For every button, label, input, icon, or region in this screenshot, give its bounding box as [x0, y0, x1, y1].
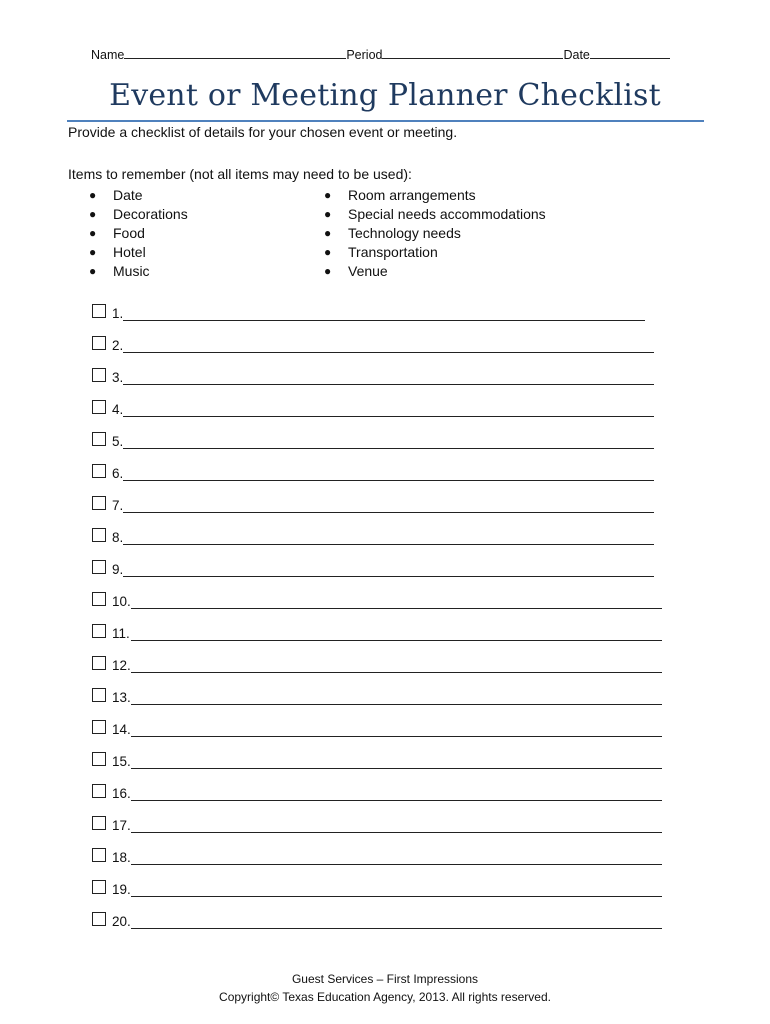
title-divider: [67, 120, 704, 122]
list-item: ● Decorations: [89, 206, 188, 222]
bullet-icon: ●: [89, 188, 97, 202]
list-item: ● Date: [89, 187, 143, 203]
bullet-icon: ●: [89, 245, 97, 259]
footer-program: Guest Services – First Impressions: [291, 972, 479, 986]
item-number: 2.: [112, 338, 124, 353]
student-info-header: [91, 46, 691, 62]
entry-line[interactable]: [123, 320, 645, 321]
bullet-icon: ●: [324, 264, 332, 278]
entry-line[interactable]: [131, 704, 662, 705]
item-number: 13.: [112, 690, 131, 705]
checkbox[interactable]: [92, 464, 106, 478]
item-number: 3.: [112, 370, 124, 385]
bullet-icon: ●: [89, 226, 97, 240]
checkbox[interactable]: [92, 560, 106, 574]
date-label: Date: [563, 48, 590, 62]
item-number: 1.: [112, 306, 124, 321]
checkbox[interactable]: [92, 432, 106, 446]
bullet-list-left: [89, 186, 188, 281]
bullet-icon: ●: [324, 207, 332, 221]
checkbox[interactable]: [92, 656, 106, 670]
entry-line[interactable]: [123, 544, 654, 545]
checkbox[interactable]: [92, 304, 106, 318]
checkbox[interactable]: [92, 912, 106, 926]
list-item: ● Food: [89, 225, 145, 241]
intro-text: Provide a checklist of details for your chosen event or meeting.: [68, 124, 458, 140]
entry-line[interactable]: [131, 672, 662, 673]
list-item: ● Music: [89, 263, 150, 279]
entry-line[interactable]: [131, 800, 662, 801]
checkbox[interactable]: [92, 816, 106, 830]
list-item: ● Hotel: [89, 244, 146, 260]
entry-line[interactable]: [123, 416, 654, 417]
list-item: ● Technology needs: [324, 225, 461, 241]
bullet-icon: ●: [324, 188, 332, 202]
bullet-icon: ●: [324, 245, 332, 259]
item-number: 12.: [112, 658, 131, 673]
entry-line[interactable]: [131, 736, 662, 737]
footer-copyright: Copyright© Texas Education Agency, 2013. All rights reserved.: [219, 990, 551, 1004]
item-number: 18.: [112, 850, 131, 865]
item-number: 16.: [112, 786, 131, 801]
entry-line[interactable]: [131, 928, 662, 929]
checkbox[interactable]: [92, 400, 106, 414]
item-number: 10.: [112, 594, 131, 609]
item-number: 6.: [112, 466, 124, 481]
bullet-icon: ●: [324, 226, 332, 240]
entry-line[interactable]: [123, 384, 654, 385]
period-label: Period: [346, 48, 383, 62]
item-number: 11.: [112, 626, 130, 641]
checkbox[interactable]: [92, 528, 106, 542]
checkbox[interactable]: [92, 880, 106, 894]
item-number: 15.: [112, 754, 131, 769]
bullet-icon: ●: [89, 264, 97, 278]
entry-line[interactable]: [131, 608, 662, 609]
items-heading: Items to remember (not all items may need to be used):: [68, 166, 412, 182]
checkbox[interactable]: [92, 688, 106, 702]
checkbox[interactable]: [92, 848, 106, 862]
checkbox[interactable]: [92, 496, 106, 510]
item-number: 7.: [112, 498, 124, 513]
item-number: 8.: [112, 530, 124, 545]
entry-line[interactable]: [123, 448, 654, 449]
item-number: 9.: [112, 562, 124, 577]
checkbox[interactable]: [92, 592, 106, 606]
bullet-list-right: [324, 186, 546, 281]
item-number: 20.: [112, 914, 131, 929]
list-item: ● Room arrangements: [324, 187, 476, 203]
entry-line[interactable]: [123, 576, 654, 577]
name-label: Name: [91, 48, 125, 62]
entry-line[interactable]: [123, 352, 654, 353]
entry-line[interactable]: [131, 640, 662, 641]
entry-line[interactable]: [131, 832, 662, 833]
name-blank[interactable]: [124, 46, 346, 59]
item-number: 14.: [112, 722, 131, 737]
item-number: 19.: [112, 882, 131, 897]
checkbox[interactable]: [92, 336, 106, 350]
date-blank[interactable]: [590, 46, 670, 59]
checkbox[interactable]: [92, 624, 106, 638]
entry-line[interactable]: [131, 864, 662, 865]
list-item: ● Transportation: [324, 244, 438, 260]
page-title: Event or Meeting Planner Checklist: [109, 78, 661, 113]
entry-line[interactable]: [131, 768, 662, 769]
checkbox[interactable]: [92, 368, 106, 382]
entry-line[interactable]: [123, 512, 654, 513]
item-number: 4.: [112, 402, 124, 417]
bullet-icon: ●: [89, 207, 97, 221]
list-item: ● Venue: [324, 263, 388, 279]
item-number: 5.: [112, 434, 124, 449]
checkbox[interactable]: [92, 720, 106, 734]
checkbox[interactable]: [92, 752, 106, 766]
checkbox[interactable]: [92, 784, 106, 798]
list-item: ● Special needs accommodations: [324, 206, 546, 222]
item-number: 17.: [112, 818, 131, 833]
period-blank[interactable]: [382, 46, 563, 59]
entry-line[interactable]: [123, 480, 654, 481]
entry-line[interactable]: [131, 896, 662, 897]
